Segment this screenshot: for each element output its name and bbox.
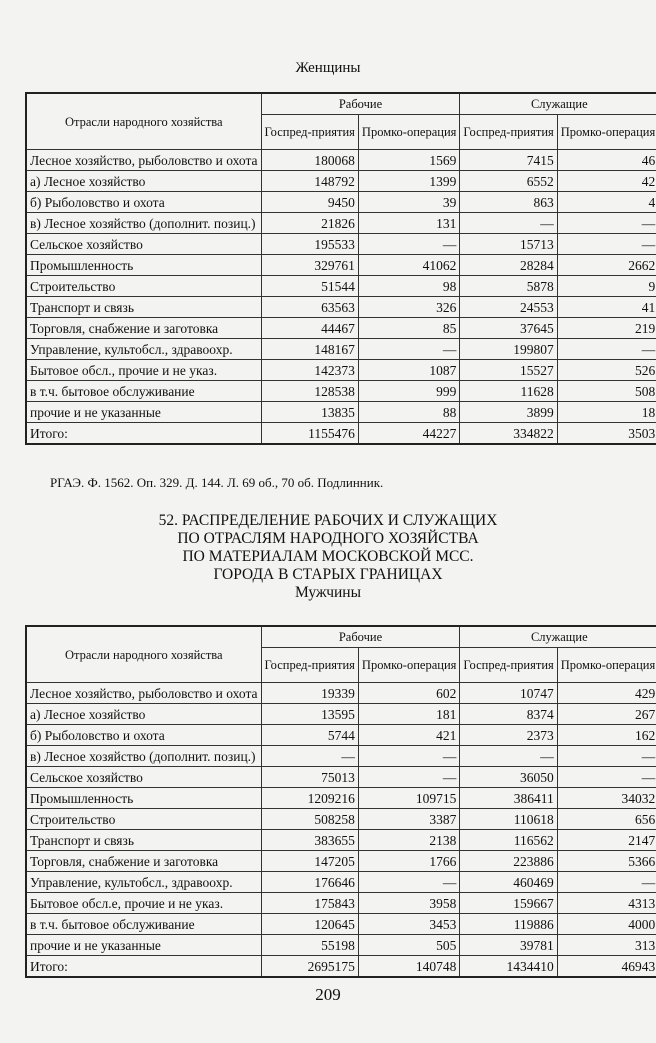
cell-value: — xyxy=(358,339,459,360)
header-branch: Отрасли народного хозяйства xyxy=(26,626,261,683)
cell-value: 421 xyxy=(358,725,459,746)
row-label: Итого: xyxy=(26,423,261,445)
men-table xyxy=(25,625,656,978)
cell-value: 39781 xyxy=(460,935,557,956)
row-label: Сельское хозяйство xyxy=(26,234,261,255)
section-title xyxy=(0,512,656,602)
cell-value: 2373 xyxy=(460,725,557,746)
page-number: 209 xyxy=(315,985,341,1004)
cell-value: 3453 xyxy=(358,914,459,935)
table-row xyxy=(26,872,656,893)
table-row xyxy=(26,851,656,872)
row-label: Торговля, снабжение и заготовка xyxy=(26,851,261,872)
header-employees: Служащие xyxy=(460,626,656,648)
cell-value: — xyxy=(460,746,557,767)
cell-value: 3958 xyxy=(358,893,459,914)
cell-value: 1434410 xyxy=(460,956,557,978)
row-label: Промышленность xyxy=(26,788,261,809)
cell-value: 3387 xyxy=(358,809,459,830)
cell-value: 41062 xyxy=(358,255,459,276)
row-label: Строительство xyxy=(26,276,261,297)
cell-value: 2662 xyxy=(557,255,656,276)
cell-value: 1399 xyxy=(358,171,459,192)
cell-value: 13835 xyxy=(261,402,358,423)
cell-value: 386411 xyxy=(460,788,557,809)
cell-value: 9450 xyxy=(261,192,358,213)
row-label: Управление, культобсл., здравоохр. xyxy=(26,339,261,360)
header-gov: Госпред-приятия xyxy=(261,115,358,150)
row-label: б) Рыболовство и охота xyxy=(26,725,261,746)
cell-value: 36050 xyxy=(460,767,557,788)
row-label: б) Рыболовство и охота xyxy=(26,192,261,213)
row-label: в т.ч. бытовое обслуживание xyxy=(26,914,261,935)
cell-value: 46943 xyxy=(557,956,656,978)
cell-value: 1569 xyxy=(358,150,459,171)
cell-value: 267 xyxy=(557,704,656,725)
cell-value: 159667 xyxy=(460,893,557,914)
row-label: Бытовое обсл., прочие и не указ. xyxy=(26,360,261,381)
header-workers: Рабочие xyxy=(261,626,460,648)
table-row xyxy=(26,402,656,423)
cell-value: — xyxy=(557,872,656,893)
section-title-line: 52. РАСПРЕДЕЛЕНИЕ РАБОЧИХ И СЛУЖАЩИХ xyxy=(158,512,498,529)
cell-value: 180068 xyxy=(261,150,358,171)
table-row xyxy=(26,704,656,725)
header-gov: Госпред-приятия xyxy=(460,115,557,150)
cell-value: 4000 xyxy=(557,914,656,935)
row-label: в) Лесное хозяйство (дополнит. позиц.) xyxy=(26,213,261,234)
table-row xyxy=(26,788,656,809)
table-row xyxy=(26,935,656,956)
table-row xyxy=(26,318,656,339)
cell-value: 505 xyxy=(358,935,459,956)
row-label: в) Лесное хозяйство (дополнит. позиц.) xyxy=(26,746,261,767)
cell-value: 429 xyxy=(557,683,656,704)
cell-value: 21826 xyxy=(261,213,358,234)
header-promo: Промко-операция xyxy=(557,115,656,150)
row-label: Промышленность xyxy=(26,255,261,276)
cell-value: 602 xyxy=(358,683,459,704)
table-row xyxy=(26,381,656,402)
cell-value: 148792 xyxy=(261,171,358,192)
cell-value: 140748 xyxy=(358,956,459,978)
cell-value: 383655 xyxy=(261,830,358,851)
cell-value: 199807 xyxy=(460,339,557,360)
table-row xyxy=(26,150,656,171)
row-label: Сельское хозяйство xyxy=(26,767,261,788)
cell-value: 3503 xyxy=(557,423,656,445)
cell-value: — xyxy=(460,213,557,234)
header-gov: Госпред-приятия xyxy=(261,648,358,683)
section-title-line: ГОРОДА В СТАРЫХ ГРАНИЦАХ xyxy=(213,566,443,583)
row-label: Лесное хозяйство, рыболовство и охота xyxy=(26,683,261,704)
cell-value: 41 xyxy=(557,297,656,318)
table-row xyxy=(26,683,656,704)
cell-value: 863 xyxy=(460,192,557,213)
row-label: а) Лесное хозяйство xyxy=(26,704,261,725)
table-row xyxy=(26,914,656,935)
cell-value: 329761 xyxy=(261,255,358,276)
cell-value: 1155476 xyxy=(261,423,358,445)
cell-value: 334822 xyxy=(460,423,557,445)
cell-value: 9 xyxy=(557,276,656,297)
row-label: Строительство xyxy=(26,809,261,830)
women-title: Женщины xyxy=(295,60,361,76)
cell-value: 15713 xyxy=(460,234,557,255)
cell-value: 223886 xyxy=(460,851,557,872)
table-row xyxy=(26,809,656,830)
header-promo: Промко-операция xyxy=(358,648,459,683)
table-row xyxy=(26,423,656,445)
table-row xyxy=(26,213,656,234)
cell-value: 219 xyxy=(557,318,656,339)
cell-value: 326 xyxy=(358,297,459,318)
cell-value: 116562 xyxy=(460,830,557,851)
cell-value: 4 xyxy=(557,192,656,213)
cell-value: 18 xyxy=(557,402,656,423)
cell-value: 11628 xyxy=(460,381,557,402)
row-label: Управление, культобсл., здравоохр. xyxy=(26,872,261,893)
cell-value: 119886 xyxy=(460,914,557,935)
cell-value: 1766 xyxy=(358,851,459,872)
cell-value: 656 xyxy=(557,809,656,830)
header-promo: Промко-операция xyxy=(358,115,459,150)
table-row xyxy=(26,767,656,788)
table-row xyxy=(26,746,656,767)
cell-value: — xyxy=(557,234,656,255)
cell-value: — xyxy=(358,746,459,767)
cell-value: 526 xyxy=(557,360,656,381)
header-promo: Промко-операция xyxy=(557,648,656,683)
row-label: Лесное хозяйство, рыболовство и охота xyxy=(26,150,261,171)
cell-value: 120645 xyxy=(261,914,358,935)
cell-value: — xyxy=(358,234,459,255)
row-label: Транспорт и связь xyxy=(26,297,261,318)
cell-value: 55198 xyxy=(261,935,358,956)
men-title: Мужчины xyxy=(294,584,362,601)
section-title-line: ПО ОТРАСЛЯМ НАРОДНОГО ХОЗЯЙСТВА xyxy=(177,530,479,547)
cell-value: 85 xyxy=(358,318,459,339)
cell-value: 110618 xyxy=(460,809,557,830)
table-row xyxy=(26,956,656,978)
cell-value: 181 xyxy=(358,704,459,725)
cell-value: 6552 xyxy=(460,171,557,192)
table-row xyxy=(26,234,656,255)
cell-value: 44227 xyxy=(358,423,459,445)
cell-value: 195533 xyxy=(261,234,358,255)
cell-value: 37645 xyxy=(460,318,557,339)
cell-value: 5366 xyxy=(557,851,656,872)
cell-value: 8374 xyxy=(460,704,557,725)
cell-value: 508258 xyxy=(261,809,358,830)
cell-value: 176646 xyxy=(261,872,358,893)
cell-value: 39 xyxy=(358,192,459,213)
row-label: Итого: xyxy=(26,956,261,978)
cell-value: 44467 xyxy=(261,318,358,339)
cell-value: 5744 xyxy=(261,725,358,746)
cell-value: 63563 xyxy=(261,297,358,318)
cell-value: 2147 xyxy=(557,830,656,851)
header-branch: Отрасли народного хозяйства xyxy=(26,93,261,150)
cell-value: 999 xyxy=(358,381,459,402)
cell-value: 131 xyxy=(358,213,459,234)
table-row xyxy=(26,171,656,192)
cell-value: 175843 xyxy=(261,893,358,914)
cell-value: 88 xyxy=(358,402,459,423)
table-row xyxy=(26,893,656,914)
table-row xyxy=(26,297,656,318)
cell-value: 28284 xyxy=(460,255,557,276)
cell-value: — xyxy=(358,767,459,788)
cell-value: — xyxy=(261,746,358,767)
cell-value: 109715 xyxy=(358,788,459,809)
cell-value: 148167 xyxy=(261,339,358,360)
cell-value: 313 xyxy=(557,935,656,956)
cell-value: 508 xyxy=(557,381,656,402)
cell-value: 3899 xyxy=(460,402,557,423)
header-workers: Рабочие xyxy=(261,93,460,115)
cell-value: 75013 xyxy=(261,767,358,788)
cell-value: 128538 xyxy=(261,381,358,402)
table-row xyxy=(26,339,656,360)
header-gov: Госпред-приятия xyxy=(460,648,557,683)
cell-value: — xyxy=(557,767,656,788)
cell-value: 15527 xyxy=(460,360,557,381)
row-label: в т.ч. бытовое обслуживание xyxy=(26,381,261,402)
cell-value: 46 xyxy=(557,150,656,171)
cell-value: 147205 xyxy=(261,851,358,872)
row-label: Бытовое обсл.е, прочие и не указ. xyxy=(26,893,261,914)
cell-value: — xyxy=(557,746,656,767)
row-label: а) Лесное хозяйство xyxy=(26,171,261,192)
cell-value: 24553 xyxy=(460,297,557,318)
cell-value: — xyxy=(557,339,656,360)
source-note: РГАЭ. Ф. 1562. Оп. 329. Д. 144. Л. 69 об., 70 об. Подлинник. xyxy=(50,475,384,490)
cell-value: 142373 xyxy=(261,360,358,381)
cell-value: 42 xyxy=(557,171,656,192)
cell-value: 2138 xyxy=(358,830,459,851)
cell-value: 5878 xyxy=(460,276,557,297)
table-row xyxy=(26,725,656,746)
table-row xyxy=(26,276,656,297)
cell-value: 4313 xyxy=(557,893,656,914)
cell-value: — xyxy=(557,213,656,234)
cell-value: 7415 xyxy=(460,150,557,171)
cell-value: 460469 xyxy=(460,872,557,893)
cell-value: 162 xyxy=(557,725,656,746)
cell-value: 10747 xyxy=(460,683,557,704)
row-label: прочие и не указанные xyxy=(26,935,261,956)
table-row xyxy=(26,830,656,851)
row-label: Транспорт и связь xyxy=(26,830,261,851)
section-title-line: ПО МАТЕРИАЛАМ МОСКОВСКОЙ МСС. xyxy=(182,548,474,565)
cell-value: 1087 xyxy=(358,360,459,381)
row-label: Торговля, снабжение и заготовка xyxy=(26,318,261,339)
cell-value: 1209216 xyxy=(261,788,358,809)
cell-value: — xyxy=(358,872,459,893)
cell-value: 34032 xyxy=(557,788,656,809)
cell-value: 19339 xyxy=(261,683,358,704)
cell-value: 2695175 xyxy=(261,956,358,978)
cell-value: 51544 xyxy=(261,276,358,297)
cell-value: 13595 xyxy=(261,704,358,725)
table-row xyxy=(26,360,656,381)
women-table xyxy=(25,92,656,445)
header-employees: Служащие xyxy=(460,93,656,115)
cell-value: 98 xyxy=(358,276,459,297)
table-row xyxy=(26,192,656,213)
table-row xyxy=(26,255,656,276)
row-label: прочие и не указанные xyxy=(26,402,261,423)
